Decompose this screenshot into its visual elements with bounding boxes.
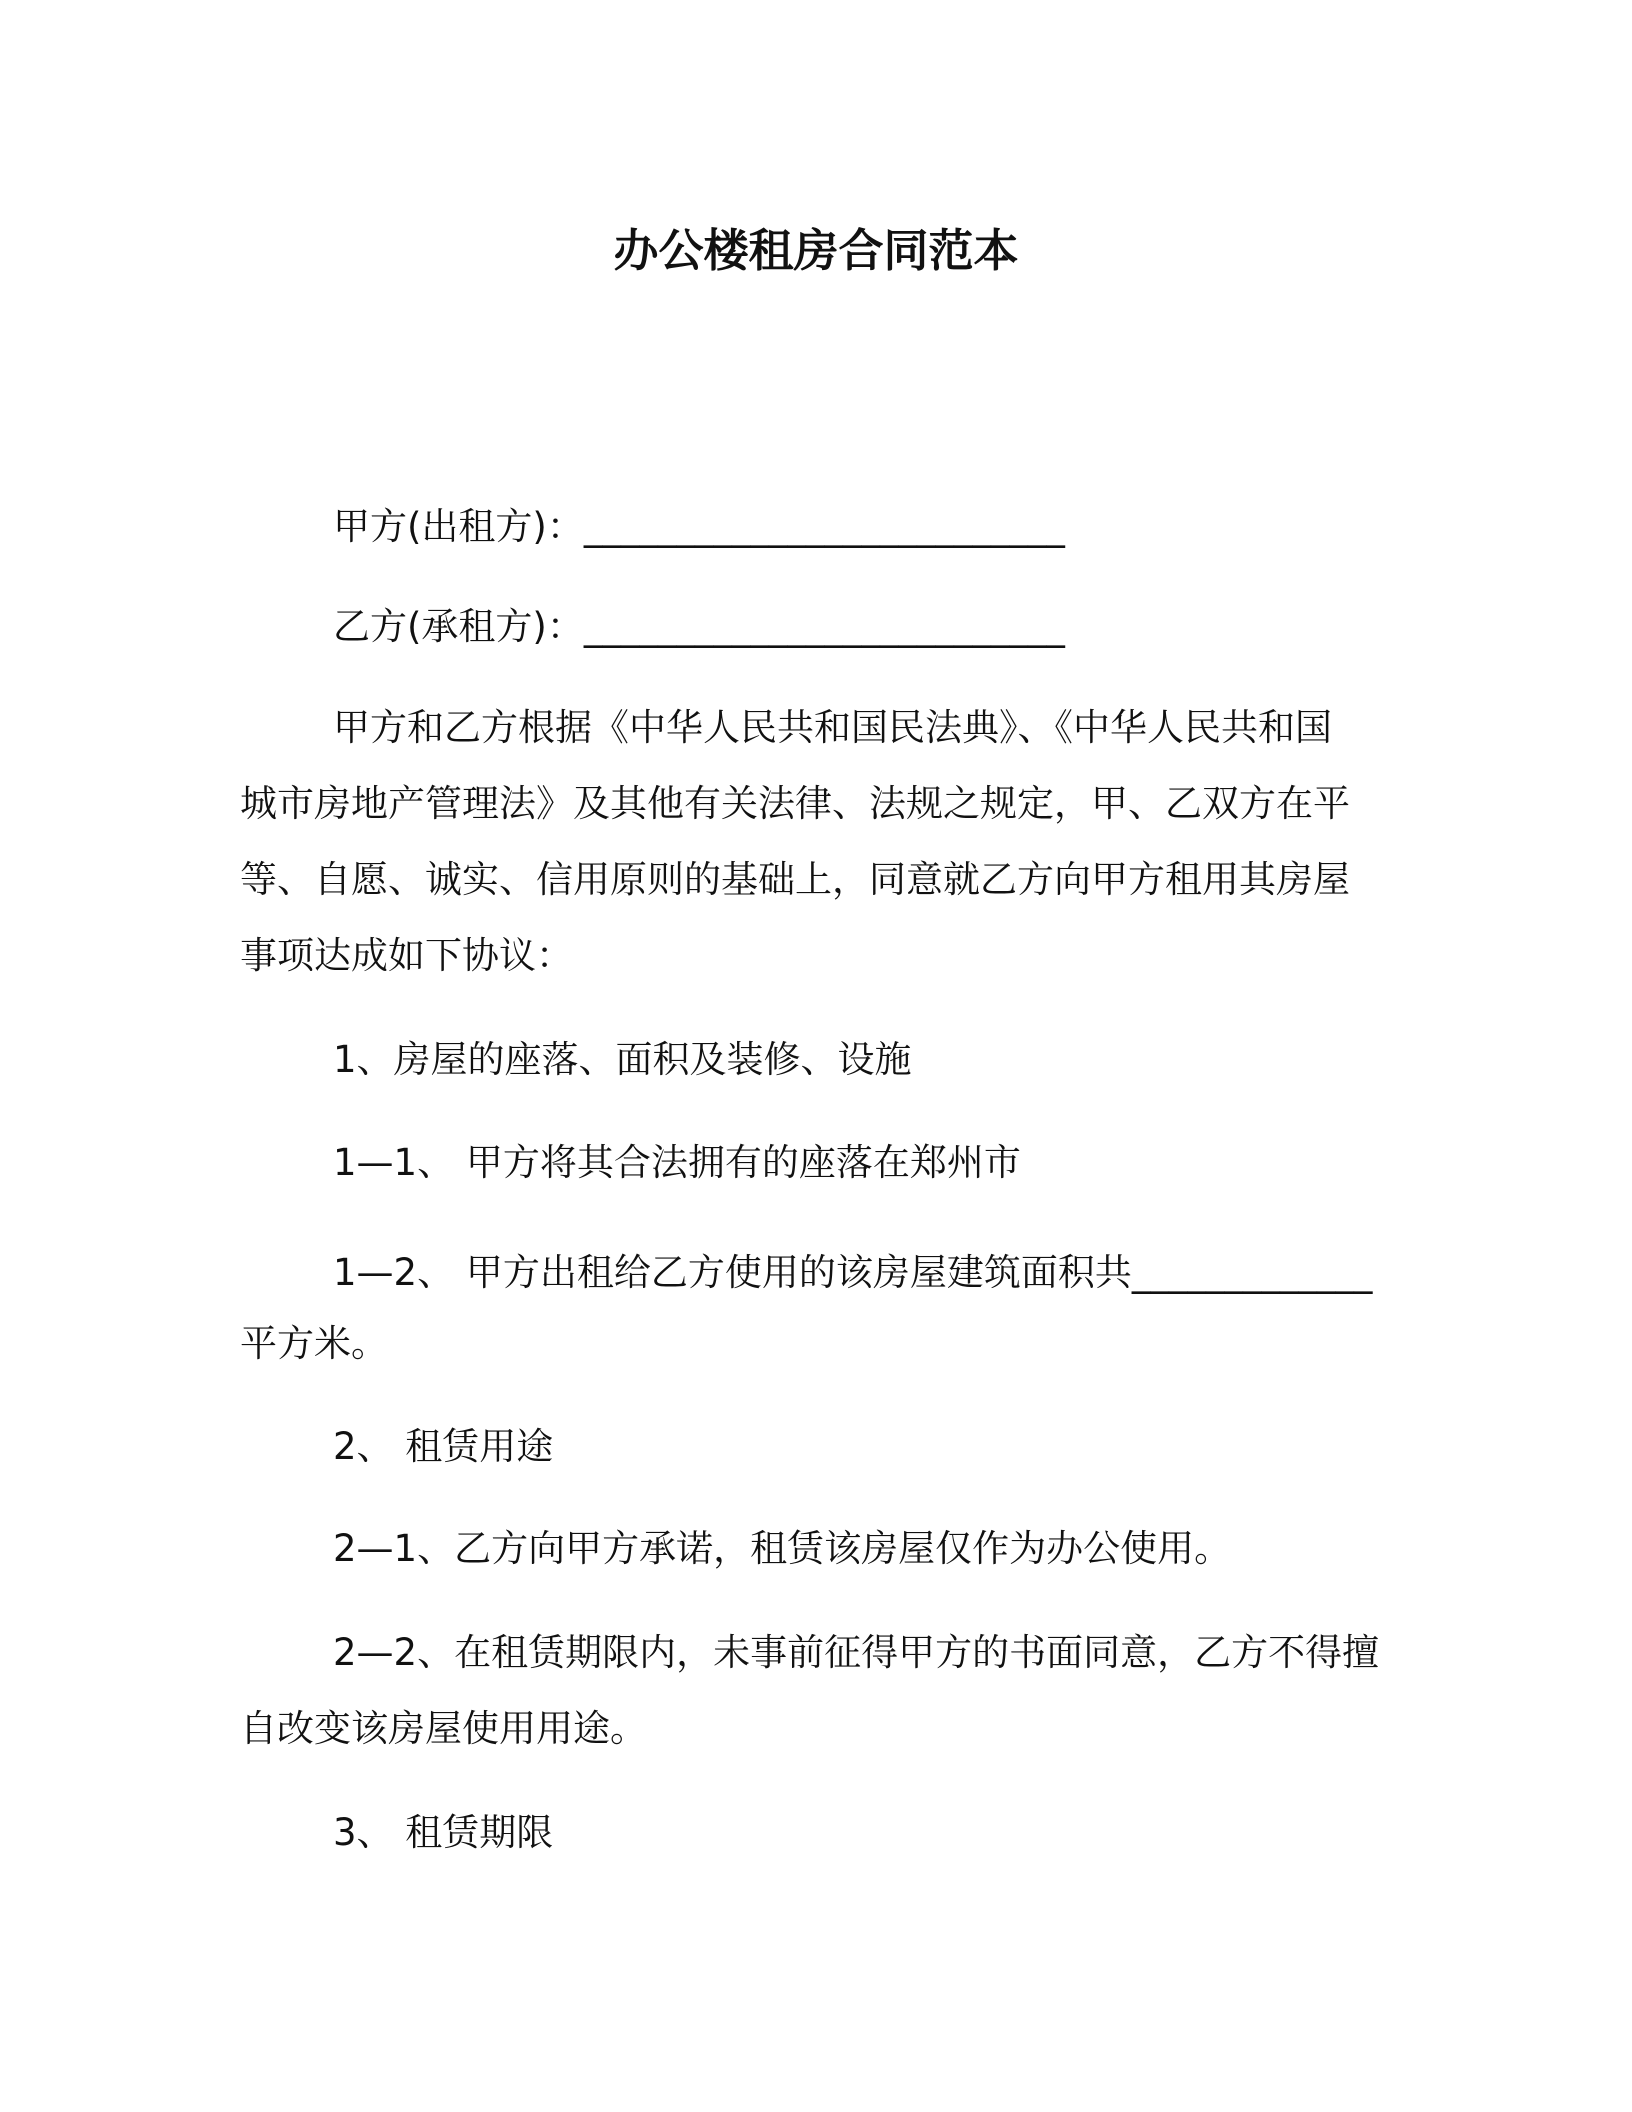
clause-line: 1—1、 甲方将其合法拥有的座落在郑州市	[333, 1141, 1021, 1184]
clause-line: 2—2、在租赁期限内，未事前征得甲方的书面同意，乙方不得擅	[333, 1631, 1380, 1674]
paragraph-line: 城市房地产管理法》及其他有关法律、法规之规定，甲、乙双方在平	[240, 782, 1350, 825]
clause-line: 2—1、乙方向甲方承诺，租赁该房屋仅作为办公使用。	[333, 1527, 1232, 1570]
paragraph-line: 等、自愿、诚实、信用原则的基础上，同意就乙方向甲方租用其房屋	[240, 858, 1350, 901]
clause-line: 3、 租赁期限	[333, 1811, 554, 1854]
clause-line: 平方米。	[240, 1322, 388, 1365]
lessee-line: 乙方(承租方)：__________________________	[333, 605, 1065, 648]
clause-line: 1、房屋的座落、面积及装修、设施	[333, 1038, 912, 1081]
document-title: 办公楼租房合同范本	[613, 224, 1019, 277]
clause-line: 2、 租赁用途	[333, 1425, 554, 1468]
paragraph-line: 事项达成如下协议：	[240, 934, 573, 977]
clause-line: 1—2、 甲方出租给乙方使用的该房屋建筑面积共_____________	[333, 1251, 1373, 1294]
paragraph-line: 甲方和乙方根据《中华人民共和国民法典》、《中华人民共和国	[333, 706, 1332, 749]
clause-line: 自改变该房屋使用用途。	[240, 1707, 647, 1750]
lessor-line: 甲方(出租方)：__________________________	[333, 505, 1065, 548]
